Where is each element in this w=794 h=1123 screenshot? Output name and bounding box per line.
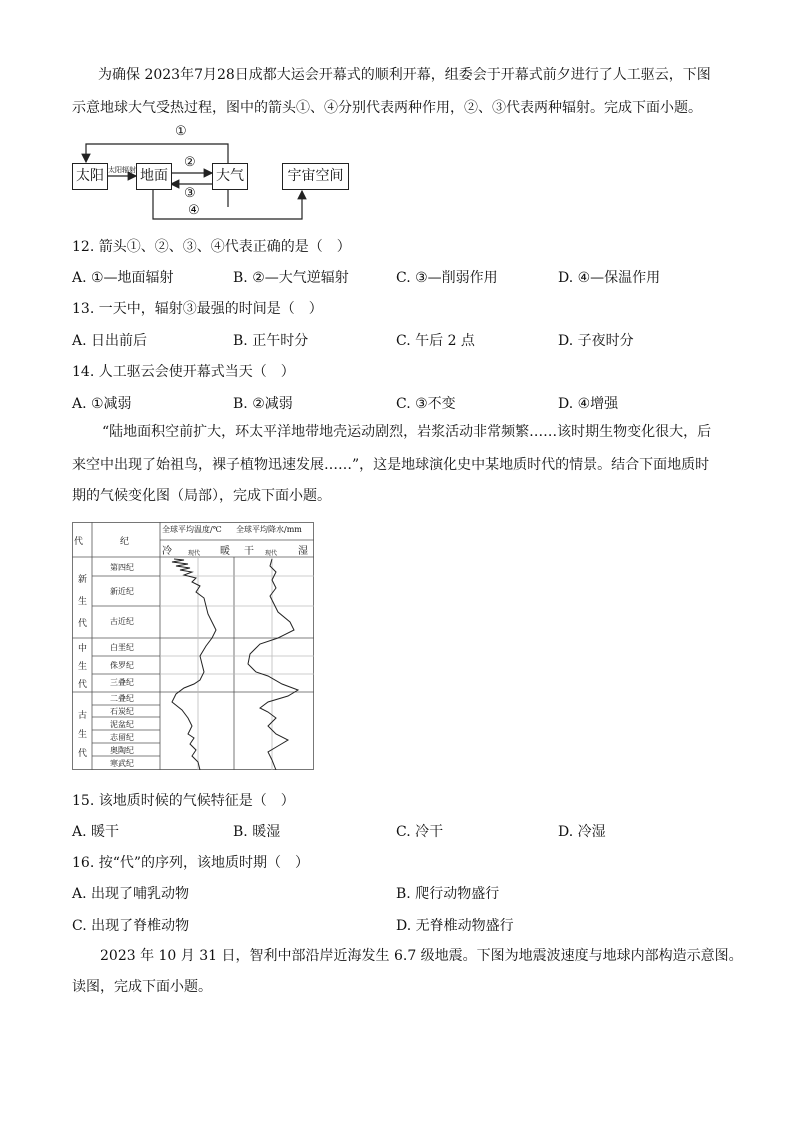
geologic-climate-chart bbox=[72, 522, 314, 770]
label-now-1: 现代 bbox=[188, 550, 201, 557]
q15-option-b: B. 暖湿 bbox=[233, 824, 281, 840]
header-period: 纪 bbox=[120, 537, 130, 547]
q14-stem: 14. 人工驱云会使开幕式当天（ ） bbox=[72, 364, 295, 380]
q13-option-d: D. 子夜时分 bbox=[558, 333, 634, 349]
era-mesozoic-1: 中 bbox=[78, 644, 88, 654]
intro-1-line-1: 为确保 2023年7月28日成都大运会开幕式的顺利开幕，组委会于开幕式前夕进行了人工驱云，下图 bbox=[98, 67, 711, 83]
q16-option-a: A. 出现了哺乳动物 bbox=[72, 886, 190, 902]
q13-option-b: B. 正午时分 bbox=[233, 333, 309, 349]
header-temperature: 全球平均温度/℃ bbox=[162, 525, 222, 534]
period-cretaceous: 白垩纪 bbox=[110, 643, 134, 652]
label-4: ④ bbox=[188, 203, 200, 218]
intro-3-line-1: 2023 年 10 月 31 日，智利中部沿岸近海发生 6.7 级地震。下图为地震波速度与地球内部构造示意图。 bbox=[100, 948, 743, 964]
box-space: 宇宙空间 bbox=[282, 163, 349, 190]
solar-radiation-label: 太阳辐射 bbox=[108, 166, 136, 174]
q14-option-a: A. ①减弱 bbox=[72, 396, 132, 412]
box-ground: 地面 bbox=[136, 163, 172, 190]
q12-option-c: C. ③—削弱作用 bbox=[396, 270, 498, 286]
era-mesozoic-3: 代 bbox=[78, 680, 88, 690]
q16-option-c: C. 出现了脊椎动物 bbox=[72, 918, 190, 934]
intro-1-line-2: 示意地球大气受热过程，图中的箭头①、④分别代表两种作用，②、③代表两种辐射。完成下面小题。 bbox=[72, 100, 702, 116]
era-paleozoic-2: 生 bbox=[78, 730, 88, 740]
period-triassic: 三叠纪 bbox=[110, 678, 134, 687]
q12-option-d: D. ④—保温作用 bbox=[558, 270, 661, 286]
period-silurian: 志留纪 bbox=[110, 733, 134, 742]
header-era: 代 bbox=[74, 537, 84, 547]
period-neogene: 新近纪 bbox=[110, 587, 134, 596]
q16-stem: 16. 按“代”的序列，该地质时期（ ） bbox=[72, 855, 310, 871]
intro-2-line-1: “陆地面积空前扩大，环太平洋地带地壳运动剧烈，岩浆活动非常频繁……该时期生物变化很大，后 bbox=[102, 424, 712, 440]
box-atmosphere: 大气 bbox=[212, 163, 248, 190]
q16-option-b: B. 爬行动物盛行 bbox=[396, 886, 500, 902]
label-2: ② bbox=[184, 155, 196, 170]
label-3: ③ bbox=[184, 186, 196, 201]
arrow-1 bbox=[86, 144, 228, 163]
intro-2-line-2: 来空中出现了始祖鸟，裸子植物迅速发展……”，这是地球演化史中某地质时代的情景。结合下面地质时 bbox=[72, 457, 710, 473]
q14-option-b: B. ②减弱 bbox=[233, 396, 293, 412]
q12-option-b: B. ②—大气逆辐射 bbox=[233, 270, 349, 286]
header-precipitation: 全球平均降水/mm bbox=[236, 525, 302, 534]
q12-option-a: A. ①—地面辐射 bbox=[72, 270, 174, 286]
era-cenozoic-1: 新 bbox=[78, 575, 88, 585]
precipitation-curve bbox=[248, 559, 298, 770]
q13-stem: 13. 一天中，辐射③最强的时间是（ ） bbox=[72, 301, 323, 317]
period-devonian: 泥盆纪 bbox=[110, 720, 134, 729]
era-cenozoic-2: 生 bbox=[78, 597, 88, 607]
period-permian: 二叠纪 bbox=[110, 694, 134, 703]
period-paleogene: 古近纪 bbox=[110, 617, 134, 626]
label-cold: 冷 bbox=[162, 546, 172, 557]
q15-option-d: D. 冷湿 bbox=[558, 824, 606, 840]
era-cenozoic-3: 代 bbox=[78, 619, 88, 629]
label-dry: 干 bbox=[244, 546, 254, 557]
period-quaternary: 第四纪 bbox=[110, 563, 134, 572]
label-wet: 湿 bbox=[298, 546, 308, 557]
period-cambrian: 寒武纪 bbox=[110, 759, 134, 768]
temperature-curve bbox=[172, 559, 216, 770]
era-paleozoic-3: 代 bbox=[78, 749, 88, 759]
q15-option-a: A. 暖干 bbox=[72, 824, 120, 840]
q14-option-c: C. ③不变 bbox=[396, 396, 456, 412]
period-jurassic: 侏罗纪 bbox=[110, 661, 134, 670]
intro-3-line-2: 读图，完成下面小题。 bbox=[72, 979, 212, 995]
box-sun: 太阳 bbox=[72, 163, 108, 190]
label-now-2: 现代 bbox=[265, 550, 278, 557]
era-mesozoic-2: 生 bbox=[78, 662, 88, 672]
q14-option-d: D. ④增强 bbox=[558, 396, 619, 412]
q13-option-c: C. 午后 2 点 bbox=[396, 333, 475, 349]
q13-option-a: A. 日出前后 bbox=[72, 333, 148, 349]
label-1: ① bbox=[175, 124, 187, 139]
q15-stem: 15. 该地质时候的气候特征是（ ） bbox=[72, 793, 295, 809]
period-carboniferous: 石炭纪 bbox=[110, 707, 134, 716]
label-warm: 暖 bbox=[220, 546, 230, 557]
era-paleozoic-1: 古 bbox=[78, 711, 88, 721]
q16-option-d: D. 无脊椎动物盛行 bbox=[396, 918, 514, 934]
intro-2-line-3: 期的气候变化图（局部），完成下面小题。 bbox=[72, 488, 331, 504]
q12-stem: 12. 箭头①、②、③、④代表正确的是（ ） bbox=[72, 239, 351, 255]
q15-option-c: C. 冷干 bbox=[396, 824, 444, 840]
period-ordovician: 奥陶纪 bbox=[110, 746, 134, 755]
